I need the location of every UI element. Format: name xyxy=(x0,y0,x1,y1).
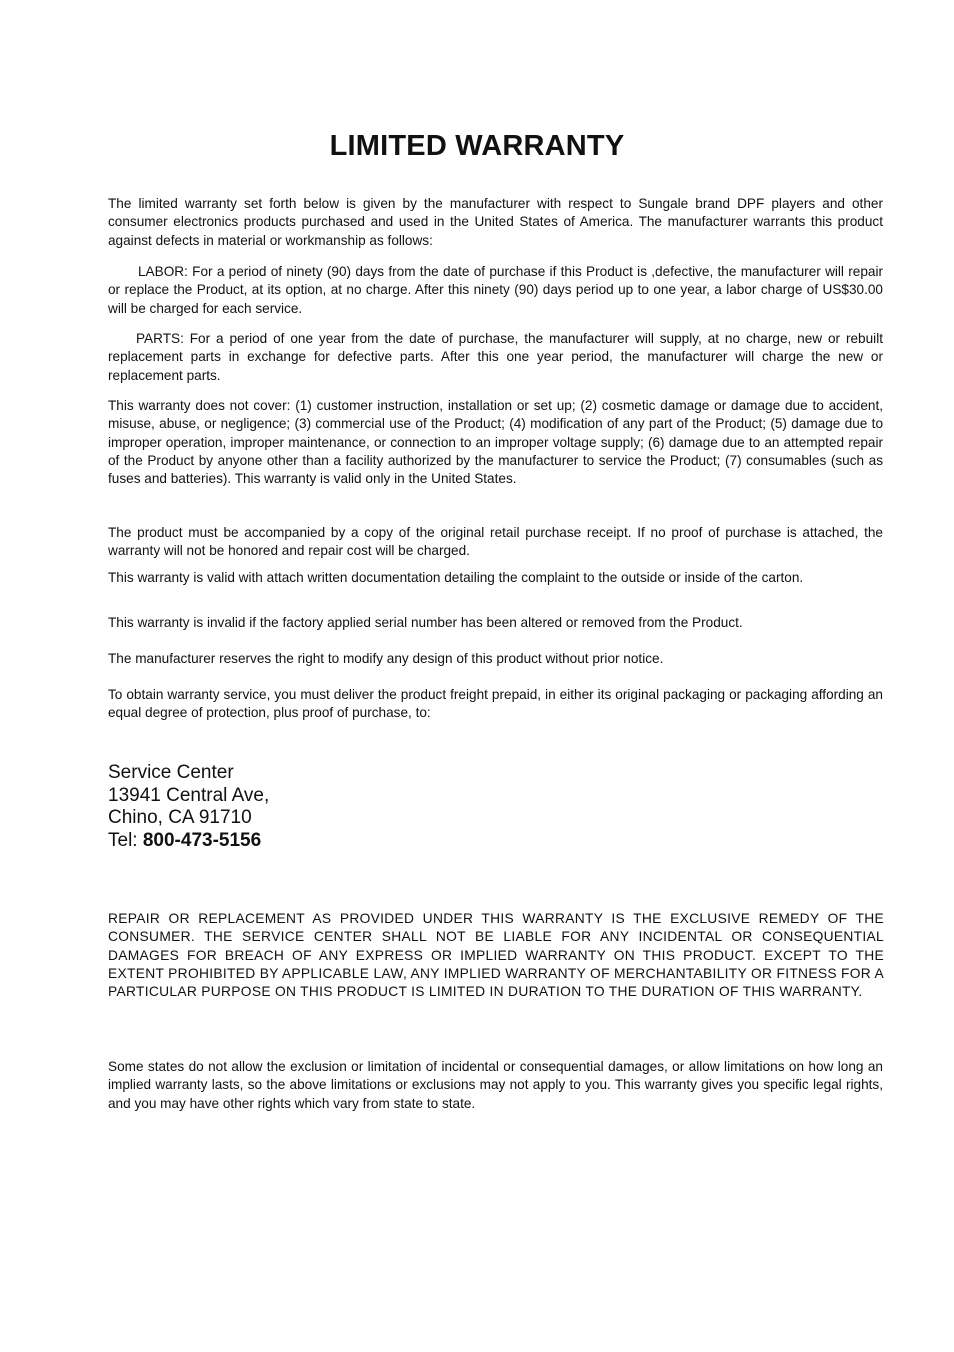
labor-paragraph: LABOR: For a period of ninety (90) days from the date of purchase if this Product is ,defective, the manufacturer will repair or replace the Product, at its option, at no charge. After this ninety (90) days period up to one year, a labor charge of US$30.00 will be charged for each service. xyxy=(108,264,883,316)
service-center-phone xyxy=(108,830,269,853)
obtain-service-paragraph: To obtain warranty service, you must deliver the product freight prepaid, in either its original packaging or packaging affording an equal degree of protection, plus proof of purchase, to: xyxy=(108,687,883,721)
service-center-name: Service Center xyxy=(108,762,234,783)
state-rights-paragraph: Some states do not allow the exclusion or limitation of incidental or consequential damages, or allow limitations on how long an implied warranty lasts, so the above limitations or exclusions may not apply to you. This warranty gives you specific legal rights, and you may have other rights which vary from state to state. xyxy=(108,1059,883,1111)
service-center-address xyxy=(108,762,269,852)
intro-paragraph: The limited warranty set forth below is given by the manufacturer with respect to Sungale brand DPF players and other consumer electronics products purchased and used in the United States of America. The manufacturer warrants this product against defects in material or workmanship as follows: xyxy=(108,196,883,248)
service-center-street: 13941 Central Ave, xyxy=(108,784,270,806)
service-center-city: Chino, CA 91710 xyxy=(108,807,252,828)
documentation-paragraph: This warranty is valid with attach written documentation detailing the complaint to the outside or inside of the carton. xyxy=(108,570,804,585)
liability-disclaimer: REPAIR OR REPLACEMENT AS PROVIDED UNDER THIS WARRANTY IS THE EXCLUSIVE REMEDY OF THE CONSUMER. THE SERVICE CENTER SHALL NOT BE LIABLE FOR ANY INCIDENTAL OR CONSEQUENTIAL DAMAGES FOR BREACH OF ANY EXPRESS OR IMPLIED WARRANTY ON THIS PRODUCT. EXCEPT TO THE EXTENT PROHIBITED BY APPLICABLE LAW, ANY IMPLIED WARRANTY OF MERCHANTABILITY OR FITNESS FOR A PARTICULAR PURPOSE ON THIS PRODUCT IS LIMITED IN DURATION TO THE DURATION OF THIS WARRANTY. xyxy=(108,911,884,1000)
modify-paragraph: The manufacturer reserves the right to modify any design of this product without prior notice. xyxy=(108,651,664,666)
parts-paragraph: PARTS: For a period of one year from the date of purchase, the manufacturer will supply, at no charge, new or rebuilt replacement parts in exchange for defective parts. After this one year period, the manufacturer will charge the new or replacement parts. xyxy=(108,331,883,383)
phone-number: 800-473-5156 xyxy=(142,829,262,851)
not-covered-paragraph: This warranty does not cover: (1) customer instruction, installation or set up; (2) cosmetic damage or damage due to accident, misuse, abuse, or negligence; (3) commercial use of the Product; (4) modification of any part of the Product; (5) damage due to improper operation, improper maintenance, or connection to an improper voltage supply; (6) damage due to an attempted repair of the Product by anyone other than a facility authorized by the manufacturer to service the Product; (7) consumables (such as fuses and batteries). This warranty is valid only in the United States. xyxy=(108,398,883,487)
receipt-paragraph: The product must be accompanied by a copy of the original retail purchase receipt. If no proof of purchase is attached, the warranty will not be honored and repair cost will be charged. xyxy=(108,525,883,559)
phone-label: Tel: xyxy=(108,829,143,851)
page-title: LIMITED WARRANTY xyxy=(329,130,625,162)
serial-number-paragraph: This warranty is invalid if the factory applied serial number has been altered or removed from the Product. xyxy=(108,615,743,630)
